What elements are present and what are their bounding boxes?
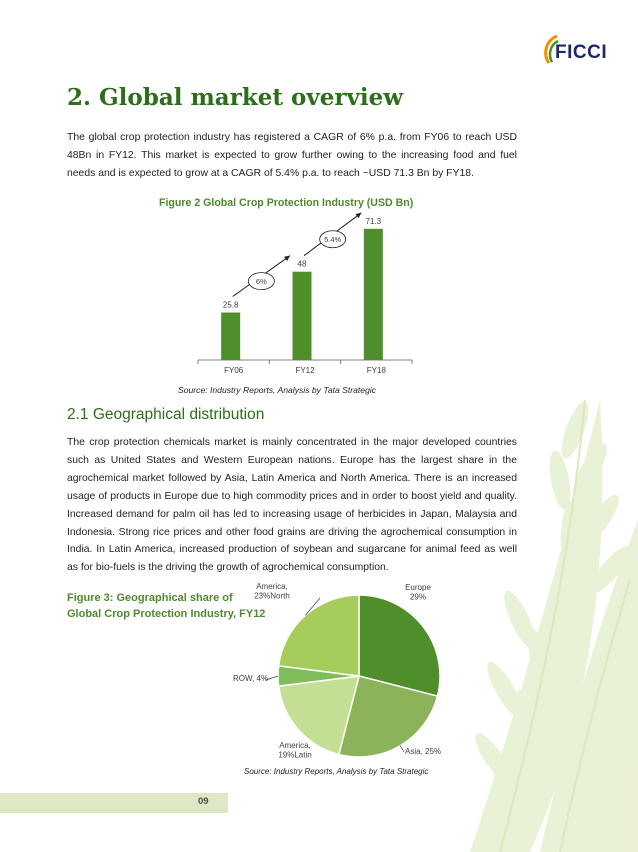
- logo-text: FICCI: [555, 42, 608, 63]
- bar-value-label: 71.3: [365, 216, 382, 226]
- pie-slice-label: Asia, 25%: [405, 747, 442, 756]
- figure-2-title: Figure 2 Global Crop Protection Industry (USD Bn): [159, 197, 414, 209]
- bar-value-label: 25.8: [222, 300, 239, 310]
- x-tick-label: FY18: [366, 366, 386, 375]
- page-number: 09: [198, 796, 209, 807]
- figure-3-source: Source: Industry Reports, Analysis by Tata Strategic: [244, 767, 429, 776]
- bar-value-label: 48: [297, 259, 307, 269]
- pie-slice: [279, 595, 359, 676]
- x-tick-label: FY12: [295, 366, 315, 375]
- pie-leader-line: [400, 746, 404, 752]
- pie-slice-label: America, 23%North: [254, 582, 290, 601]
- geography-paragraph: The crop protection chemicals market is mainly concentrated in the major developed countries such as United States and Western European nations. Europe has the largest share in the agrochemical market followed by Asia, Latin America and North America. There is an increased usage of products in Europe due to high commodity prices and in order to boost yield and quality. Increased demand for palm oil has led to increasing usage of herbicides in Japan, Malaysia and Indonesia. Strong rice prices and other food grains are driving the agrochemical consumption in India. In Latin America, increased production of soybean and sugarcane for animal feed as well as for bio-fuels is the driving the growth of agrochemical consumption.: [67, 437, 517, 574]
- figure-3-title-line-2: Global Crop Protection Industry, FY12: [67, 608, 266, 620]
- figure-3-title-line-1: Figure 3: Geographical share of: [67, 592, 233, 604]
- pie-slice-label: America, 19%Latin: [278, 741, 312, 760]
- cagr-label: 6%: [255, 277, 267, 287]
- page-title: 2. Global market overview: [67, 84, 404, 111]
- pie-slice-label: ROW, 4%: [233, 674, 269, 683]
- pie-slice-label: Europe 29%: [405, 583, 431, 602]
- cagr-label: 5.4%: [324, 235, 342, 245]
- intro-paragraph: The global crop protection industry has registered a CAGR of 6% p.a. from FY06 to reach USD 48Bn in FY12. This market is expected to grow further owing to the increasing food and fuel needs and is expected to grow at a CAGR of 5.4% p.a. to reach ~USD 71.3 Bn by FY18.: [67, 132, 517, 179]
- subsection-title: 2.1 Geographical distribution: [67, 406, 265, 423]
- footer-bar: [0, 793, 228, 813]
- figure-2-source: Source: Industry Reports, Analysis by Tata Strategic: [178, 385, 377, 395]
- x-tick-label: FY06: [224, 366, 244, 375]
